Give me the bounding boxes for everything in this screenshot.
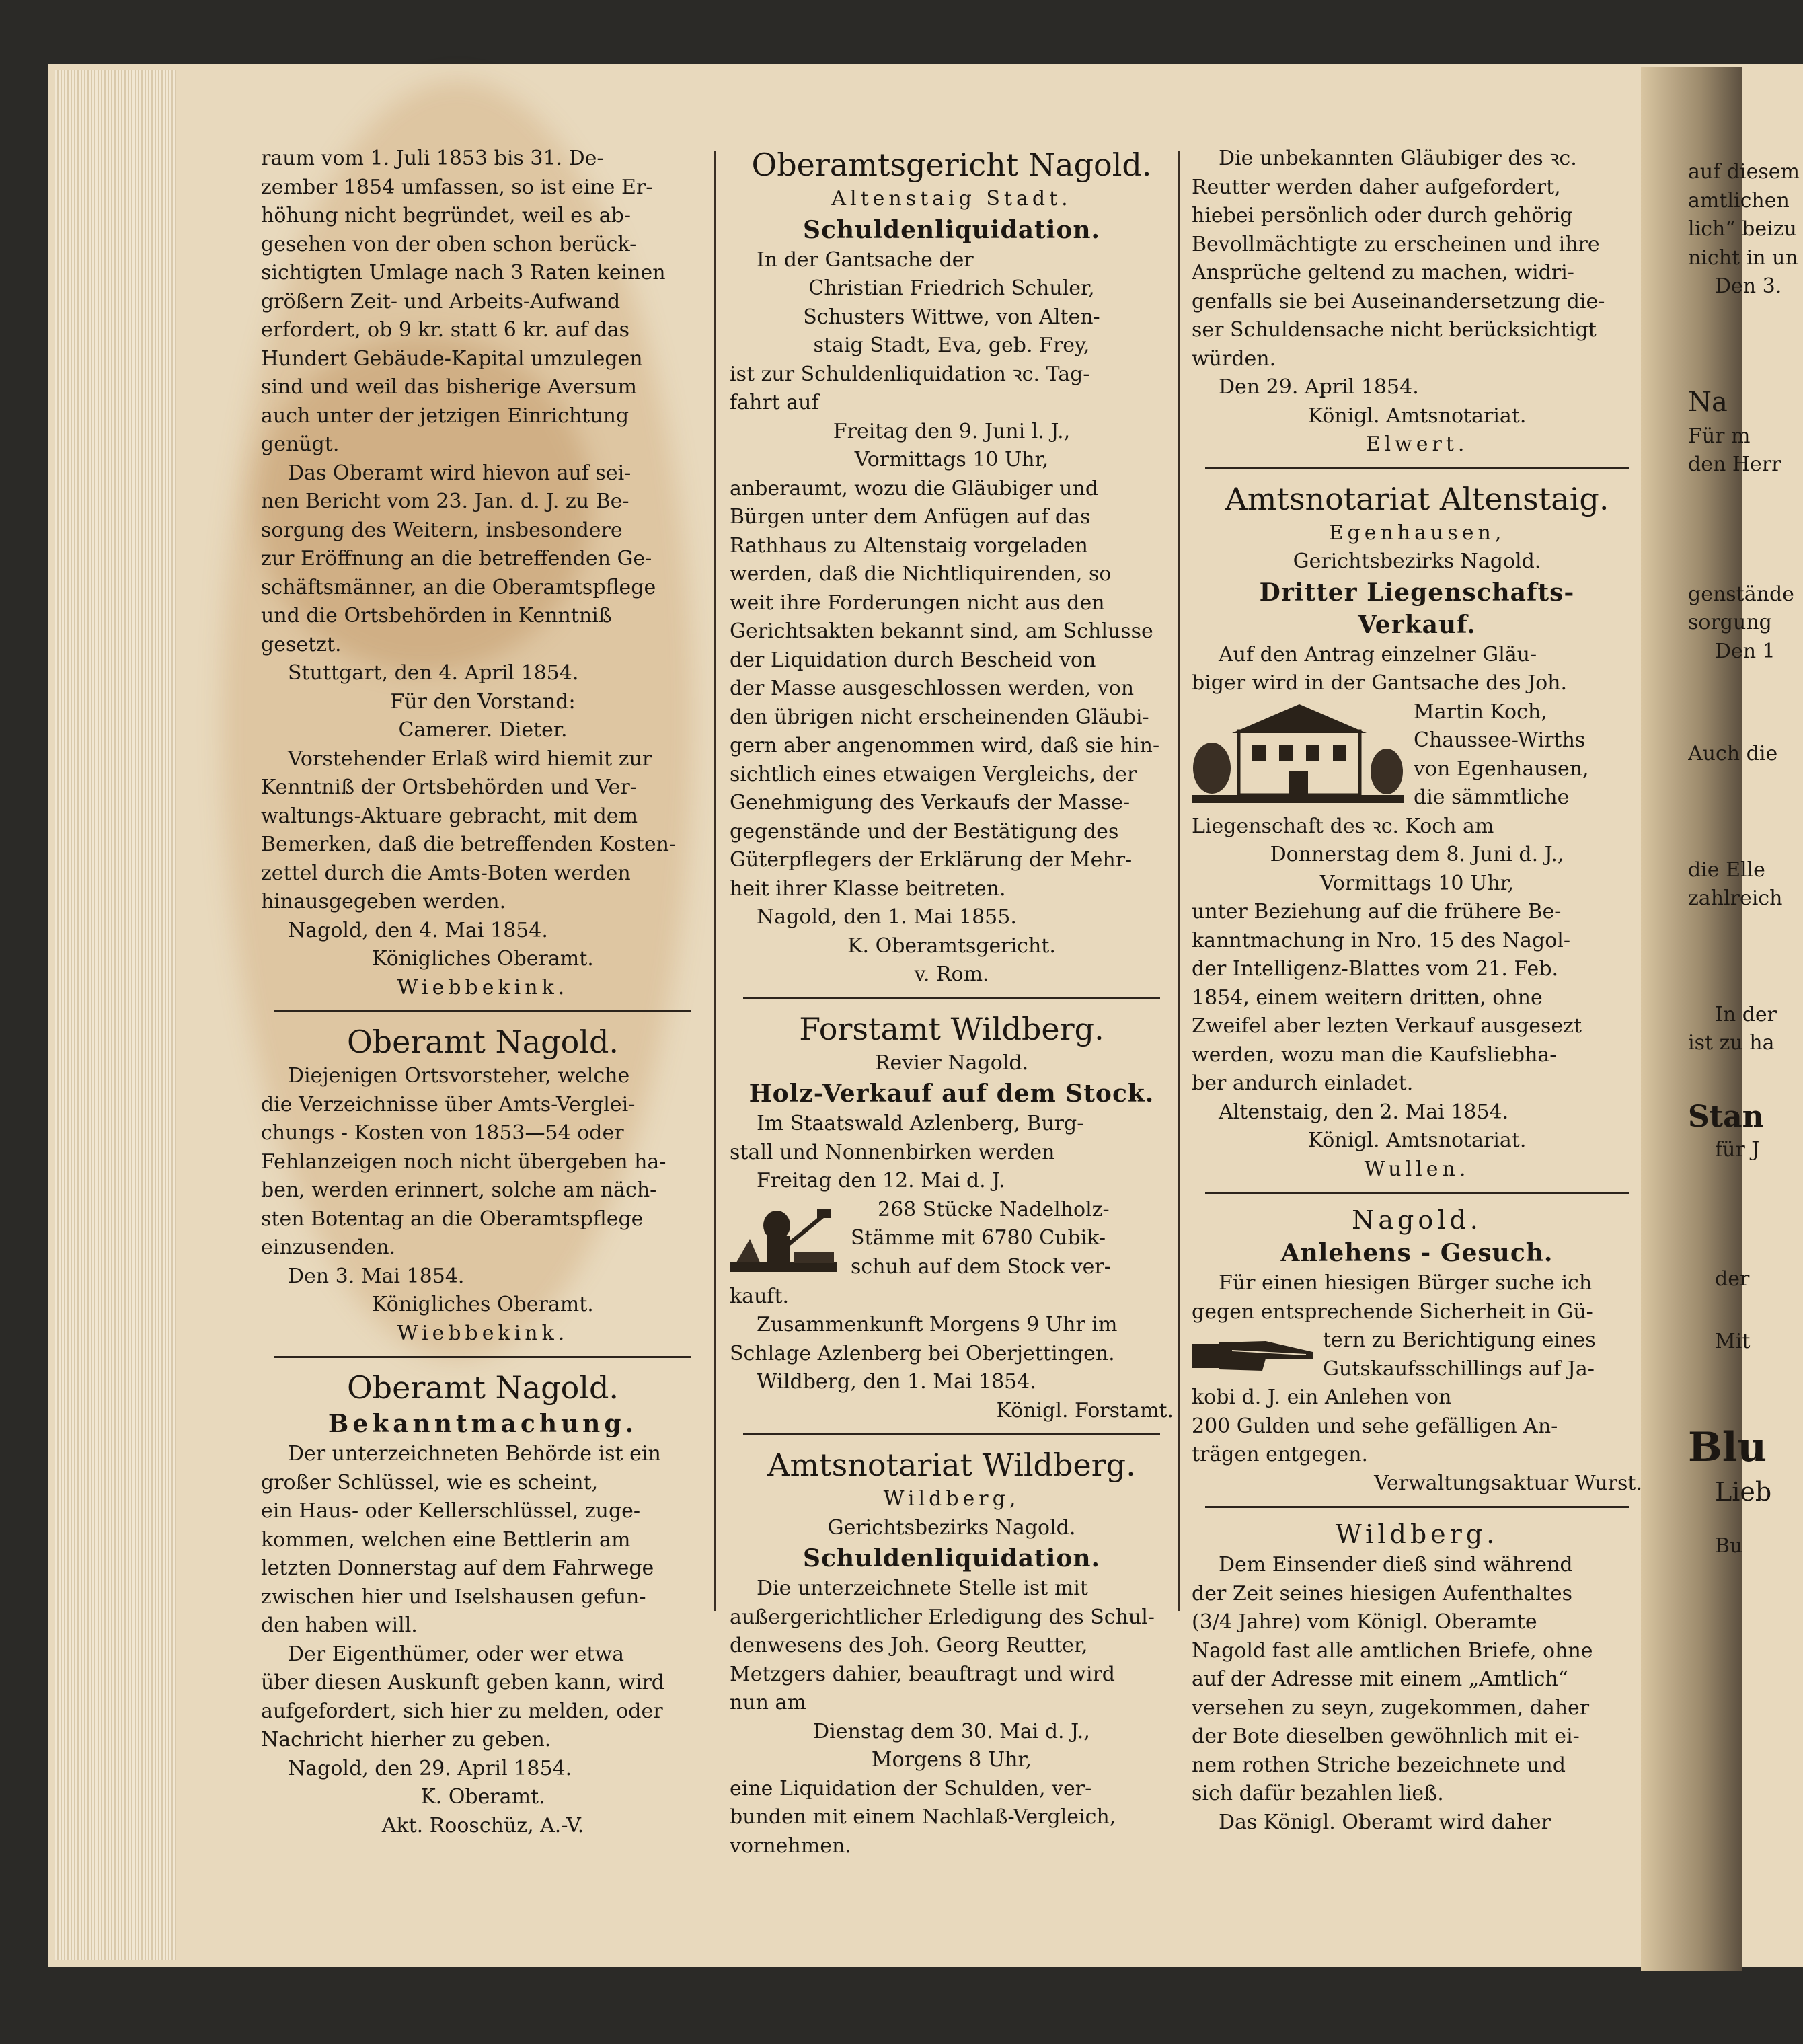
place-line: Revier Nagold. — [874, 1051, 1029, 1075]
text-line: Vormittags 10 Uhr, — [854, 448, 1049, 471]
column-2 — [730, 145, 1174, 1860]
signature-line: Akt. Rooschüz, A.-V. — [381, 1813, 584, 1838]
notice-heading: Oberamt Nagold. — [346, 1369, 619, 1406]
section-rule — [1205, 1506, 1629, 1508]
authority-line: Königl. Amtsnotariat. — [1307, 404, 1527, 428]
text-line: Für einen hiesigen Bürger suche ich — [1219, 1271, 1593, 1295]
spacer — [1688, 913, 1803, 1001]
text-line: schuh auf dem Stock ver- — [851, 1254, 1111, 1279]
notice-heading: Forstamt Wildberg. — [799, 1010, 1104, 1047]
text-line: nem rothen Striche bezeichnete und — [1192, 1753, 1566, 1777]
fragment-heading: Blu — [1688, 1424, 1767, 1471]
text-line: gegenstände und der Bestätigung des — [730, 819, 1119, 843]
column-divider — [1178, 151, 1180, 1611]
fragment-line: amtlichen — [1688, 188, 1790, 213]
text-line: biger wird in der Gantsache des Joh. — [1192, 671, 1568, 695]
district-line: Gerichtsbezirks Nagold. — [1293, 550, 1541, 573]
fragment-line: Den 1 — [1715, 639, 1775, 663]
authority-line: Königl. Amtsnotariat. — [1307, 1129, 1527, 1152]
text-line: Bürgen unter dem Anfügen auf das — [730, 505, 1091, 529]
text-line: vornehmen. — [730, 1833, 851, 1858]
text-line: von Egenhausen, — [1414, 757, 1589, 781]
text-line: Die unbekannten Gläubiger des ꝛc. — [1219, 147, 1577, 170]
text-line: Stuttgart, den 4. April 1854. — [288, 661, 579, 685]
section-rule — [274, 1356, 691, 1358]
text-line: Schlage Azlenberg bei Oberjettingen. — [730, 1341, 1115, 1365]
section-rule — [1205, 1192, 1629, 1194]
text-line: sich dafür bezahlen ließ. — [1192, 1782, 1444, 1805]
date-line: Nagold, den 1. Mai 1855. — [757, 905, 1017, 929]
text-line: heit ihrer Klasse beitreten. — [730, 876, 1006, 901]
fragment-line: Für m — [1688, 424, 1751, 448]
fragment-line: zahlreich — [1688, 886, 1783, 910]
text-line: der Zeit seines hiesigen Aufenthaltes — [1192, 1581, 1573, 1605]
text-line: gesetzt. — [261, 632, 342, 656]
text-line: nen Bericht vom 23. Jan. d. J. zu Be- — [261, 490, 629, 513]
notice-oberamtsgericht — [730, 145, 1174, 989]
text-line: Der unterzeichneten Behörde ist ein — [288, 1442, 661, 1466]
signature-line: v. Rom. — [914, 962, 989, 986]
signature-line: Wiebbekink. — [397, 1321, 569, 1345]
text-line: anberaumt, wozu die Gläubiger und — [730, 476, 1099, 500]
notice-subheading: Holz-Verkauf auf dem Stock. — [749, 1080, 1155, 1108]
text-line: Vormittags 10 Uhr, — [1319, 871, 1514, 895]
text-line: den haben will. — [261, 1614, 418, 1637]
fragment-line: für J — [1715, 1137, 1760, 1162]
spacer — [1688, 1512, 1803, 1532]
house-woodcut-icon — [1192, 701, 1407, 812]
place-line: Egenhausen, — [1328, 521, 1506, 545]
fragment-heading: Na — [1688, 386, 1728, 418]
text-line: zember 1854 umfassen, so ist eine Er- — [261, 175, 653, 199]
text-line: zwischen hier und Iselshausen gefun- — [261, 1585, 646, 1609]
text-line: sichtigten Umlage nach 3 Raten keinen — [261, 261, 666, 285]
date-line: Den 3. Mai 1854. — [288, 1264, 465, 1288]
text-line: kobi d. J. ein Anlehen von — [1192, 1386, 1452, 1409]
text-line: Fehlanzeigen noch nicht übergeben ha- — [261, 1149, 666, 1174]
text-line: In der Gantsache der — [757, 248, 974, 272]
spacer — [1688, 480, 1803, 580]
text-line: Güterpflegers der Erklärung der Mehr- — [730, 848, 1133, 872]
text-line: nun am — [730, 1691, 806, 1714]
text-line: Ansprüche geltend zu machen, widri- — [1192, 261, 1574, 285]
authority-line: Königl. Forstamt. — [996, 1398, 1174, 1423]
text-line: weit ihre Forderungen nicht aus den — [730, 591, 1105, 615]
text-line: sorgung des Weitern, insbesondere — [261, 518, 623, 542]
text-line: Freitag den 12. Mai d. J. — [757, 1169, 1005, 1193]
authority-line: K. Oberamt. — [420, 1785, 545, 1809]
text-line: Hundert Gebäude-Kapital umzulegen — [261, 346, 643, 371]
notice-subheading: Anlehens - Gesuch. — [1280, 1239, 1553, 1267]
signature-line: Camerer. Dieter. — [398, 718, 568, 742]
text-line: ein Haus- oder Kellerschlüssel, zuge- — [261, 1499, 641, 1523]
text-line: ist zur Schuldenliquidation ꝛc. Tag- — [730, 362, 1090, 386]
text-line: hiebei persönlich oder durch gehörig — [1192, 204, 1573, 227]
text-line: 1854, einem weitern dritten, ohne — [1192, 985, 1543, 1010]
spacer — [1688, 301, 1803, 382]
notice-heading: Oberamtsgericht Nagold. — [751, 147, 1152, 183]
text-line: Dienstag dem 30. Mai d. J., — [813, 1719, 1090, 1743]
text-line: der Intelligenz-Blattes vom 21. Feb. — [1192, 957, 1559, 981]
text-line: sten Botentag an die Oberamtspflege — [261, 1207, 644, 1231]
text-line: tern zu Berichtigung eines — [1323, 1328, 1596, 1352]
text-line: Das Oberamt wird hievon auf sei- — [288, 461, 631, 485]
place-line: Altenstaig Stadt. — [831, 187, 1072, 211]
text-line: Dem Einsender dieß sind während — [1219, 1553, 1573, 1577]
text-line: Schusters Wittwe, von Alten- — [803, 305, 1100, 329]
authority-line: K. Oberamtsgericht. — [847, 934, 1056, 958]
text-line: staig Stadt, Eva, geb. Frey, — [813, 334, 1090, 357]
text-line: erfordert, ob 9 kr. statt 6 kr. auf das — [261, 318, 629, 342]
fragment-line: den Herr — [1688, 453, 1781, 476]
fragment-line: Lieb — [1715, 1477, 1772, 1507]
col1-top-text — [261, 145, 705, 1002]
text-line: Diejenigen Ortsvorsteher, welche — [288, 1064, 630, 1088]
fragment-line: lich“ beizu — [1688, 217, 1797, 241]
text-line: Nagold fast alle amtlichen Briefe, ohne — [1192, 1638, 1593, 1663]
text-line: würden. — [1192, 346, 1276, 371]
text-line: Bemerken, daß die betreffenden Kosten- — [261, 833, 677, 856]
notice-heading: Amtsnotariat Wildberg. — [767, 1447, 1136, 1483]
text-line: großer Schlüssel, wie es scheint, — [261, 1470, 599, 1494]
text-line: (3/4 Jahre) vom Königl. Oberamte — [1192, 1610, 1537, 1634]
notice-heading: Wildberg. — [1335, 1519, 1499, 1549]
text-line: denwesens des Joh. Georg Reutter, — [730, 1634, 1088, 1657]
column-1 — [261, 145, 705, 1840]
text-line: die Verzeichnisse über Amts-Verglei- — [261, 1092, 636, 1116]
signature-line: Wullen. — [1364, 1157, 1470, 1181]
column-3 — [1192, 145, 1642, 1837]
date-line: Nagold, den 29. April 1854. — [288, 1756, 572, 1780]
spacer — [1688, 1164, 1803, 1265]
fragment-line: genstände — [1688, 582, 1794, 606]
text-line: Donnerstag dem 8. Juni d. J., — [1270, 843, 1564, 866]
text-line: Freitag den 9. Juni l. J., — [833, 419, 1071, 443]
fragment-line: sorgung — [1688, 611, 1772, 634]
col3-top-text — [1192, 145, 1642, 459]
notice-heading: Nagold. — [1352, 1205, 1482, 1235]
text-line: aufgefordert, sich hier zu melden, oder — [261, 1699, 663, 1723]
notice-subheading: Dritter Liegenschafts- — [1259, 578, 1575, 607]
date-line: Nagold, den 4. Mai 1854. — [288, 918, 548, 942]
woodcut-block — [730, 1196, 1174, 1283]
date-line: Altenstaig, den 2. Mai 1854. — [1219, 1100, 1509, 1124]
text-line: ben, werden erinnert, solche am näch- — [261, 1178, 657, 1202]
notice-anlehens-gesuch — [1192, 1203, 1642, 1498]
text-line: Genehmigung des Verkaufs der Masse- — [730, 791, 1130, 815]
woodcut-block — [1192, 698, 1642, 812]
section-rule — [743, 1433, 1160, 1435]
text-line: versehen zu seyn, zugekommen, daher — [1192, 1696, 1590, 1720]
text-line: Bevollmächtigte zu erscheinen und ihre — [1192, 232, 1600, 256]
text-line: Die unterzeichnete Stelle ist mit — [757, 1577, 1088, 1600]
text-line: Morgens 8 Uhr, — [871, 1748, 1032, 1772]
text-line: Rathhaus zu Altenstaig vorgeladen — [730, 533, 1088, 558]
text-line: zur Eröffnung an die betreffenden Ge- — [261, 547, 652, 570]
fragment-heading: Stan — [1688, 1099, 1764, 1134]
notice-oberamt-verzeichnisse — [261, 1022, 705, 1348]
text-line: kauft. — [730, 1284, 790, 1308]
text-line: Für den Vorstand: — [390, 689, 576, 714]
notice-heading: Oberamt Nagold. — [346, 1024, 619, 1060]
fragment-line: Den 3. — [1715, 274, 1782, 298]
text-line: schäftsmänner, an die Oberamtspflege — [261, 575, 656, 599]
text-line: genfalls sie bei Auseinandersetzung die- — [1192, 289, 1605, 313]
text-line: der Bote dieselben gewöhnlich mit ei- — [1192, 1725, 1580, 1748]
spacer — [1688, 1356, 1803, 1423]
text-line: Vorstehender Erlaß wird hiemit zur — [288, 747, 652, 771]
text-line: Metzgers dahier, beauftragt und wird — [730, 1662, 1115, 1686]
spacer — [1688, 1058, 1803, 1098]
spacer — [1688, 666, 1803, 740]
fragment-line: auf diesem — [1688, 160, 1800, 184]
signature-line: Verwaltungsaktuar Wurst. — [1374, 1471, 1642, 1495]
fragment-line: die Elle — [1688, 858, 1765, 882]
text-line: eine Liquidation der Schulden, ver- — [730, 1776, 1092, 1801]
notice-amtsnotariat-altenstaig — [1192, 479, 1642, 1184]
spacer — [1688, 1294, 1803, 1328]
text-line: der Masse ausgeschlossen werden, von — [730, 677, 1135, 700]
text-line: Reutter werden daher aufgefordert, — [1192, 175, 1561, 199]
text-line: zettel durch die Amts-Boten werden — [261, 861, 631, 885]
fragment-line: Bu — [1715, 1534, 1743, 1558]
text-line: waltungs-Aktuare gebracht, mit dem — [261, 804, 638, 828]
text-line: bunden mit einem Nachlaß-Vergleich, — [730, 1805, 1116, 1829]
place-line: Wildberg, — [883, 1487, 1020, 1511]
notice-subheading: Schuldenliquidation. — [802, 215, 1101, 244]
text-line: sind und weil das bisherige Aversum — [261, 375, 637, 399]
pointing-hand-icon — [1192, 1329, 1316, 1383]
text-line: hinausgegeben werden. — [261, 890, 506, 913]
text-line: ser Schuldensache nicht berücksichtigt — [1192, 318, 1597, 342]
text-line: trägen entgegen. — [1192, 1443, 1369, 1466]
text-line: Zweifel aber lezten Verkauf ausgesezt — [1192, 1014, 1582, 1038]
notice-subheading: Bekanntmachung. — [328, 1410, 638, 1438]
right-page-fragments — [1688, 158, 1803, 1561]
date-line: Wildberg, den 1. Mai 1854. — [757, 1370, 1036, 1394]
signature-line: Elwert. — [1365, 432, 1469, 456]
text-line: und die Ortsbehörden in Kenntniß — [261, 604, 612, 628]
fragment-line: In der — [1715, 1002, 1777, 1026]
text-line: Kenntniß der Ortsbehörden und Ver- — [261, 775, 637, 799]
section-rule — [1205, 467, 1629, 469]
text-line: Im Staatswald Azlenberg, Burg- — [757, 1112, 1084, 1135]
notice-oberamt-bekanntmachung — [261, 1367, 705, 1840]
text-line: unter Beziehung auf die frühere Be- — [1192, 900, 1562, 923]
notice-forstamt — [730, 1009, 1174, 1426]
text-line: Chaussee-Wirths — [1414, 728, 1586, 752]
text-line: raum vom 1. Juli 1853 bis 31. De- — [261, 147, 604, 170]
text-line: Gutskaufsschillings auf Ja- — [1323, 1357, 1595, 1381]
text-line: gern aber angenommen wird, daß sie hin- — [730, 734, 1160, 757]
page-edges — [55, 70, 176, 1960]
text-line: über diesen Auskunft geben kann, wird — [261, 1671, 664, 1694]
text-line: außergerichtlicher Erledigung des Schul- — [730, 1605, 1155, 1629]
text-line: die sämmtliche — [1414, 786, 1570, 809]
text-line: Christian Friedrich Schuler, — [808, 276, 1095, 300]
column-divider — [714, 151, 716, 1611]
text-line: kanntmachung in Nro. 15 des Nagol- — [1192, 928, 1570, 952]
text-line: fahrt auf — [730, 391, 819, 414]
district-line: Gerichtsbezirks Nagold. — [827, 1515, 1076, 1540]
notice-amtsnotariat-wildberg — [730, 1445, 1174, 1860]
section-rule — [274, 1010, 691, 1012]
fragment-line: nicht in un — [1688, 245, 1798, 270]
text-line: Nachricht hierher zu geben. — [261, 1728, 551, 1751]
text-line: höhung nicht begründet, weil es ab- — [261, 204, 631, 227]
text-line: Zusammenkunft Morgens 9 Uhr im — [757, 1313, 1118, 1336]
text-line: gesehen von der oben schon berück- — [261, 232, 637, 256]
section-rule — [743, 997, 1160, 999]
notice-heading: Amtsnotariat Altenstaig. — [1225, 480, 1609, 517]
authority-line: Königliches Oberamt. — [372, 1293, 594, 1316]
text-line: Das Königl. Oberamt wird daher — [1219, 1810, 1551, 1834]
text-line: kommen, welchen eine Bettlerin am — [261, 1527, 631, 1552]
text-line: gegen entsprechende Sicherheit in Gü- — [1192, 1299, 1593, 1324]
spacer — [1688, 769, 1803, 856]
text-line: chungs - Kosten von 1853—54 oder — [261, 1121, 624, 1145]
text-line: genügt. — [261, 432, 340, 456]
fragment-line: der — [1715, 1267, 1750, 1291]
fragment-line: ist zu ha — [1688, 1031, 1775, 1055]
text-line: ber andurch einladet. — [1192, 1071, 1414, 1095]
text-line: letzten Donnerstag auf dem Fahrwege — [261, 1556, 654, 1580]
notice-subheading: Verkauf. — [1358, 610, 1476, 639]
text-line: 268 Stücke Nadelholz- — [878, 1197, 1110, 1221]
pointing-hand-block — [1192, 1326, 1642, 1412]
text-line: auch unter der jetzigen Einrichtung — [261, 404, 629, 428]
text-line: einzusenden. — [261, 1236, 396, 1259]
lumberjack-woodcut-icon — [730, 1199, 844, 1283]
text-line: Stämme mit 6780 Cubik- — [851, 1226, 1106, 1250]
notice-wildberg-briefe — [1192, 1517, 1642, 1837]
date-line: Den 29. April 1854. — [1219, 375, 1419, 399]
text-line: Martin Koch, — [1414, 699, 1547, 724]
fragment-line: Auch die — [1688, 742, 1778, 765]
fragment-line: Mit — [1715, 1329, 1751, 1353]
text-line: sichtlich eines etwaigen Vergleichs, der — [730, 762, 1137, 786]
text-line: größern Zeit- und Arbeits-Aufwand — [261, 289, 621, 313]
text-line: der Liquidation durch Bescheid von — [730, 648, 1096, 672]
text-line: werden, wozu man die Kaufsliebha- — [1192, 1043, 1557, 1067]
text-line: Gerichtsakten bekannt sind, am Schlusse — [730, 619, 1153, 643]
text-line: 200 Gulden und sehe gefälligen An- — [1192, 1414, 1558, 1438]
text-line: Auf den Antrag einzelner Gläu- — [1219, 642, 1537, 667]
text-line: Liegenschaft des ꝛc. Koch am — [1192, 814, 1494, 838]
signature-line: Wiebbekink. — [397, 975, 569, 999]
notice-subheading: Schuldenliquidation. — [802, 1544, 1101, 1573]
text-line: Der Eigenthümer, oder wer etwa — [288, 1642, 625, 1666]
text-line: stall und Nonnenbirken werden — [730, 1140, 1055, 1164]
authority-line: Königliches Oberamt. — [372, 947, 594, 971]
text-line: den übrigen nicht erscheinenden Gläubi- — [730, 705, 1149, 729]
text-line: werden, daß die Nichtliquirenden, so — [730, 562, 1112, 586]
text-line: auf der Adresse mit einem „Amtlich“ — [1192, 1667, 1569, 1691]
